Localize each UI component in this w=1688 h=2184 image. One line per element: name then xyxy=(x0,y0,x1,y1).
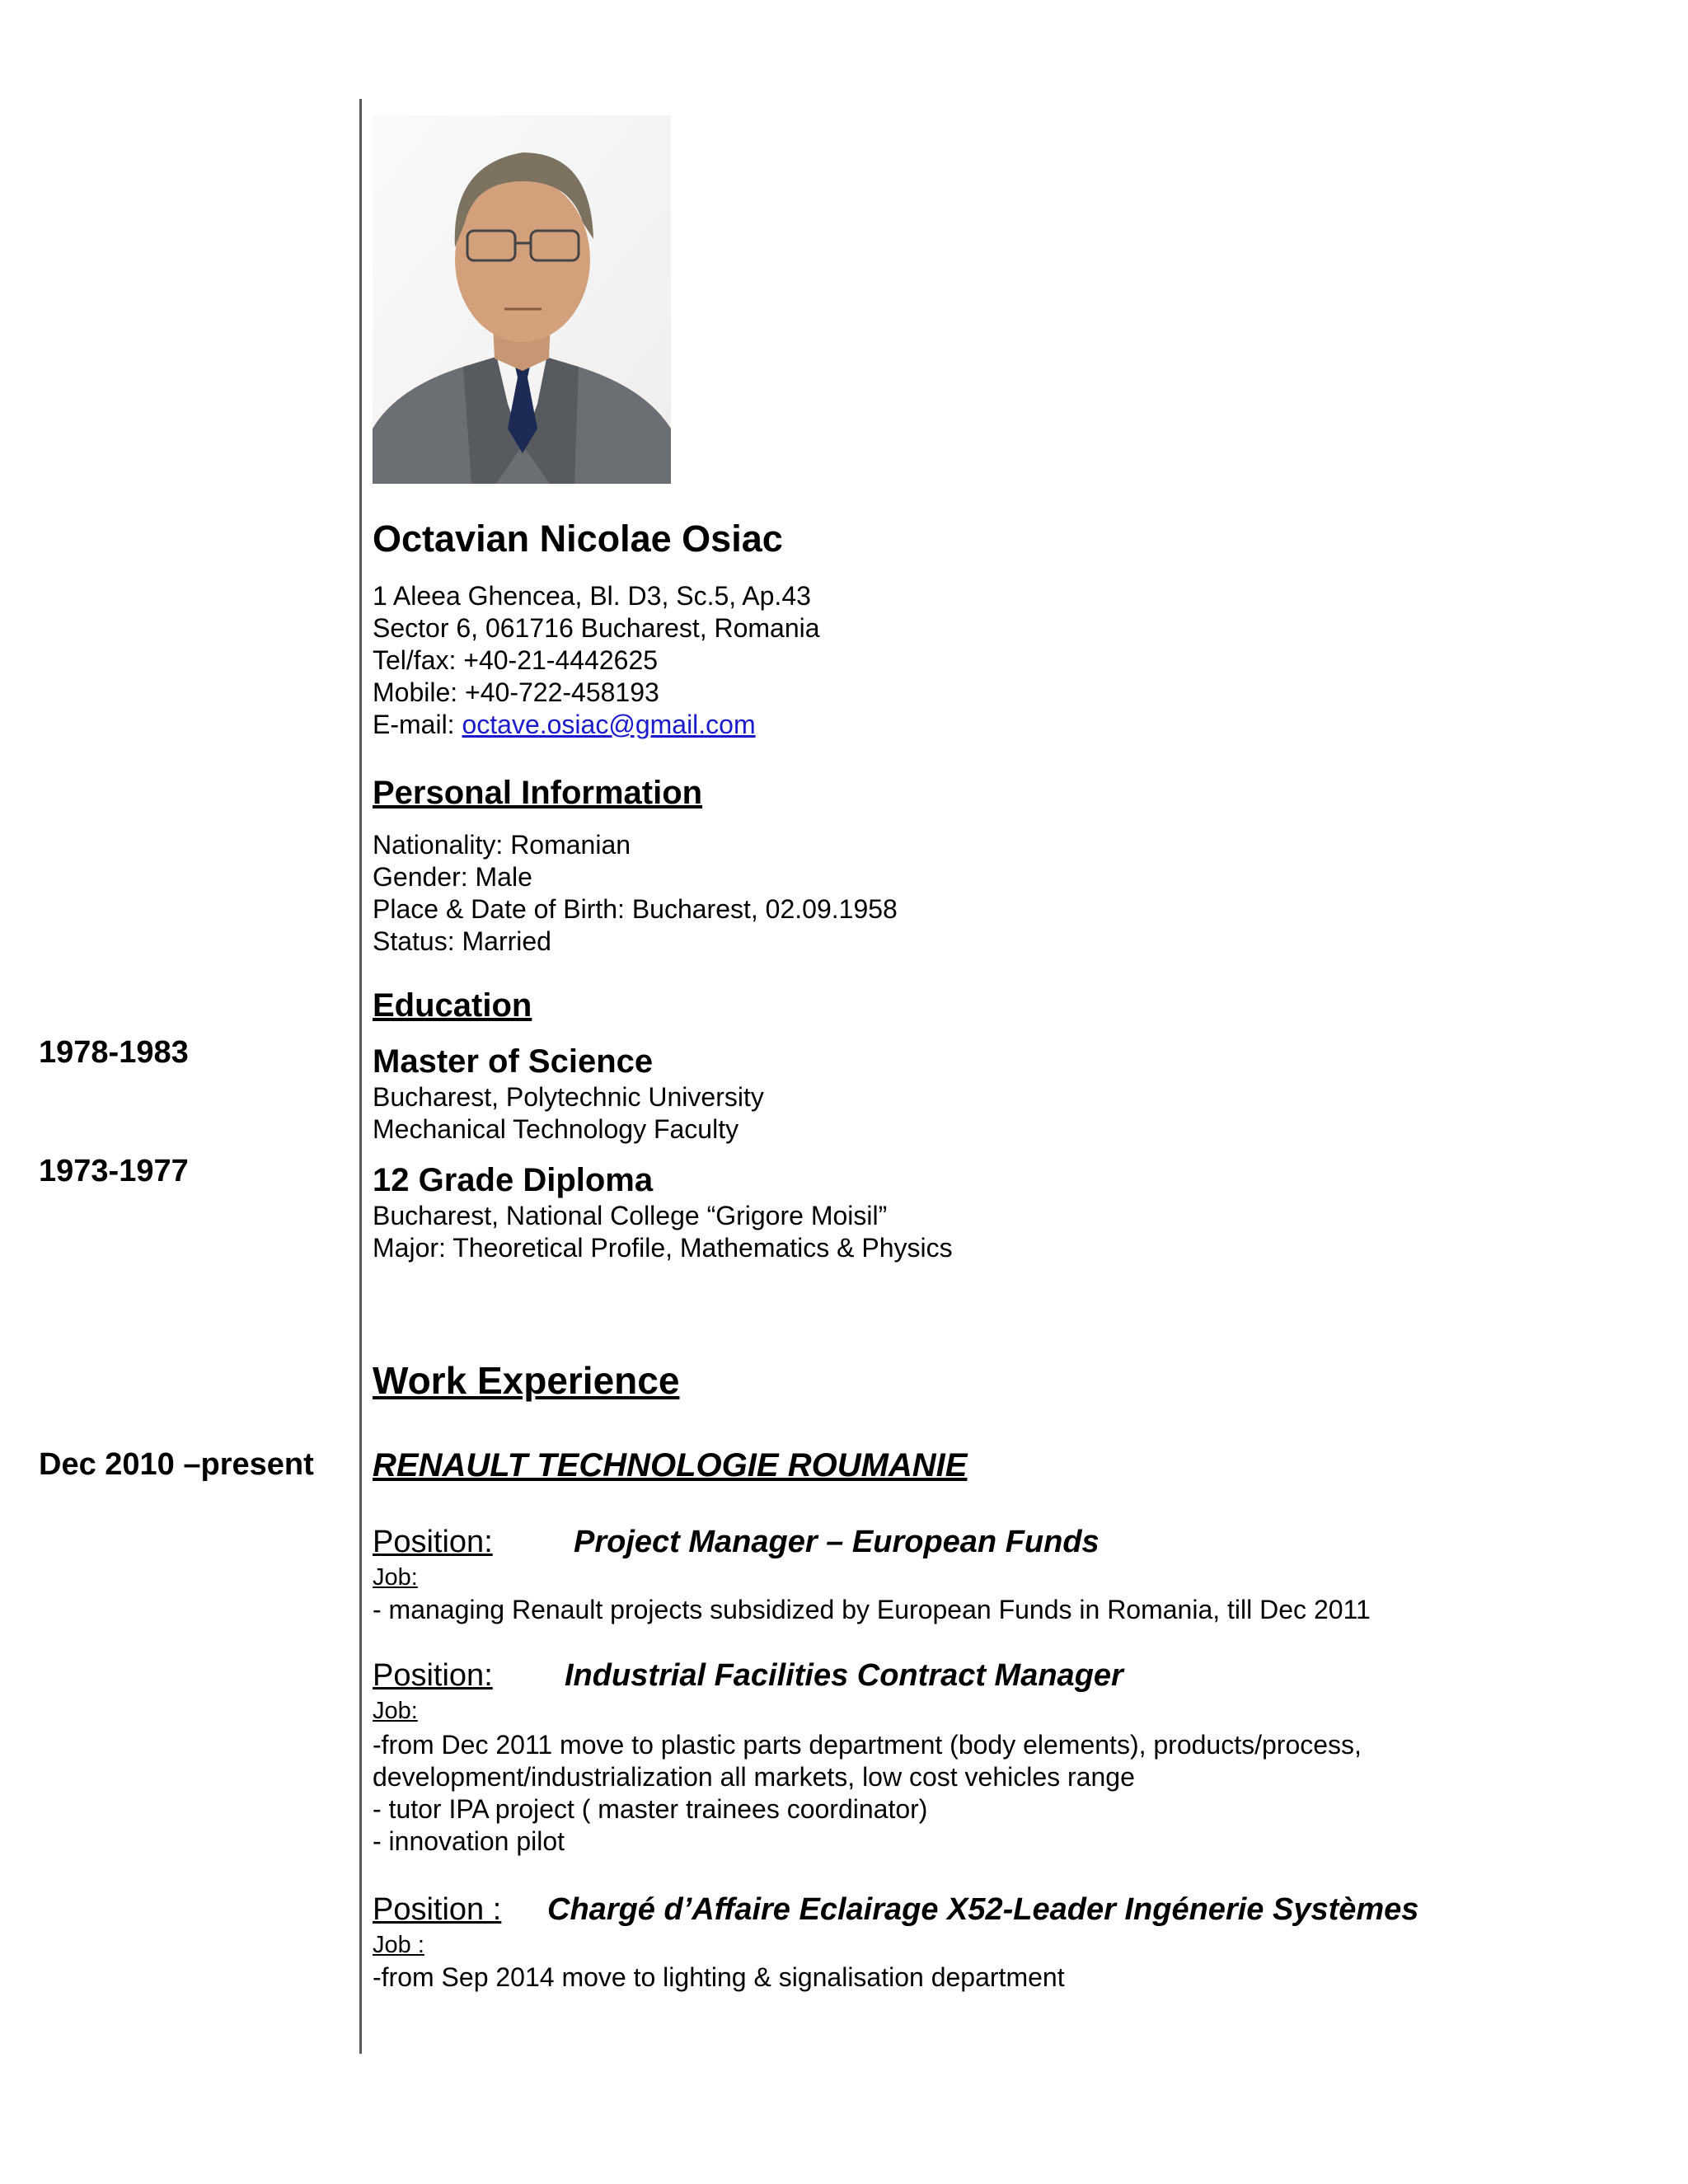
birth-info: Place & Date of Birth: Bucharest, 02.09.1958 xyxy=(373,894,898,924)
job-label: Job : xyxy=(373,1932,424,1958)
education-line: Bucharest, Polytechnic University xyxy=(373,1082,764,1112)
job-description xyxy=(373,1594,1371,1626)
education-degree: 12 Grade Diploma xyxy=(373,1162,654,1198)
job-line: -from Sep 2014 move to lighting & signalisation department xyxy=(373,1962,1065,1992)
telfax: Tel/fax: +40-21-4442625 xyxy=(373,645,659,675)
position-title: Chargé d’Affaire Eclairage X52-Leader Ingénerie Systèmes xyxy=(547,1892,1419,1927)
email-row xyxy=(373,709,820,741)
education-date: 1973-1977 xyxy=(39,1154,189,1188)
job-line: - tutor IPA project ( master trainees coordinator) xyxy=(373,1794,928,1824)
education-line: Mechanical Technology Faculty xyxy=(373,1114,739,1144)
work-date: Dec 2010 –present xyxy=(39,1447,314,1482)
personal-info-heading: Personal Information xyxy=(373,775,703,811)
job-label: Job: xyxy=(373,1564,418,1591)
position-title: Industrial Facilities Contract Manager xyxy=(565,1658,1123,1693)
education-details xyxy=(373,1081,764,1146)
job-label: Job: xyxy=(373,1698,418,1724)
profile-photo xyxy=(373,115,671,484)
position-label: Position : xyxy=(373,1892,502,1927)
contact-block xyxy=(373,580,820,741)
gender: Gender: Male xyxy=(373,862,532,892)
applicant-name: Octavian Nicolae Osiac xyxy=(373,518,783,560)
job-line: development/industrialization all markets, low cost vehicles range xyxy=(373,1762,1135,1792)
personal-info-block xyxy=(373,829,898,958)
education-line: Major: Theoretical Profile, Mathematics & Physics xyxy=(373,1233,953,1263)
position-label: Position: xyxy=(373,1525,493,1559)
email-label: E-mail: xyxy=(373,710,462,739)
company-name: RENAULT TECHNOLOGIE ROUMANIE xyxy=(373,1447,968,1483)
mobile: Mobile: +40-722-458193 xyxy=(373,677,659,707)
education-line: Bucharest, National College “Grigore Moisil” xyxy=(373,1201,888,1230)
education-details xyxy=(373,1200,953,1264)
address-line-2: Sector 6, 061716 Bucharest, Romania xyxy=(373,613,820,643)
job-line: - innovation pilot xyxy=(373,1826,565,1856)
position-title: Project Manager – European Funds xyxy=(574,1525,1100,1559)
nationality: Nationality: Romanian xyxy=(373,830,631,860)
education-date: 1978-1983 xyxy=(39,1035,189,1070)
column-divider xyxy=(359,99,362,2054)
job-description xyxy=(373,1729,1362,1858)
work-experience-heading: Work Experience xyxy=(373,1359,680,1402)
job-line: - managing Renault projects subsidized by European Funds in Romania, till Dec 2011 xyxy=(373,1595,1371,1624)
education-heading: Education xyxy=(373,987,532,1024)
job-line: -from Dec 2011 move to plastic parts department (body elements), products/process, xyxy=(373,1730,1362,1760)
position-label: Position: xyxy=(373,1658,493,1693)
job-description xyxy=(373,1961,1065,1994)
education-degree: Master of Science xyxy=(373,1043,654,1080)
marital-status: Status: Married xyxy=(373,926,551,956)
address-line-1: 1 Aleea Ghencea, Bl. D3, Sc.5, Ap.43 xyxy=(373,581,811,611)
email-link[interactable]: octave.osiac@gmail.com xyxy=(462,710,756,739)
